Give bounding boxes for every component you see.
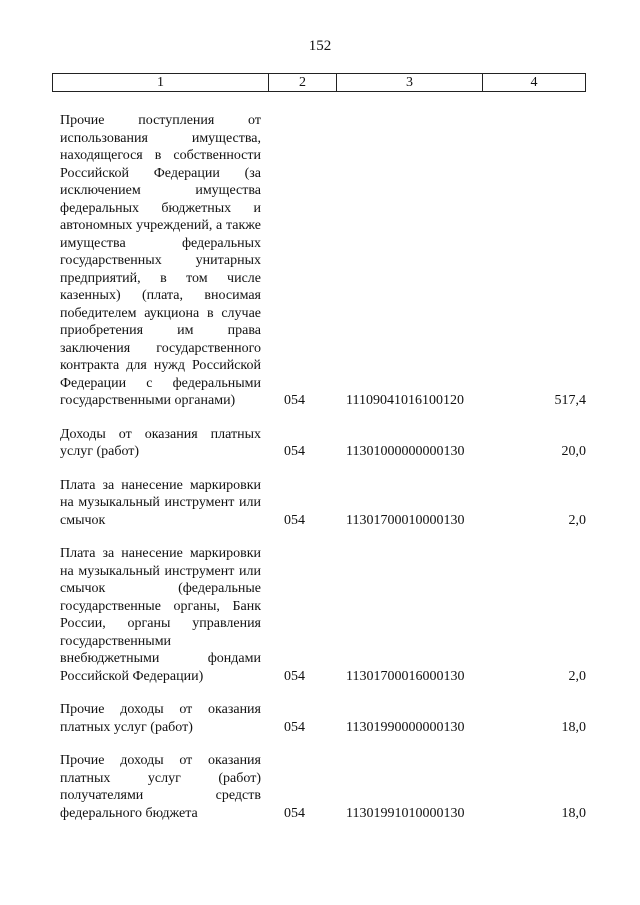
page-number: 152 [308, 38, 332, 54]
header-col-2: 2 [268, 74, 336, 91]
header-col-1: 1 [157, 75, 164, 90]
row-code: 054 [284, 668, 305, 684]
row-description: Прочие поступления от использования имущества, находящегося в собственности Российской Федерации (за исключением имущества федеральных бюджетных и автономных учреждений, а также имущества федеральных государственных унитарных предприятий, в том числе казенных) (плата, вносимая победителем аукциона в случае приобретения им права заключения государственного контракта для нужд Российской Федерации с федеральными государственными органами) [60, 113, 261, 408]
row-code: 054 [284, 719, 305, 735]
row-amount: 18,0 [561, 805, 586, 821]
header-col-3: 3 [336, 74, 482, 91]
row-code: 054 [284, 444, 305, 459]
table-row [60, 477, 586, 530]
table-row [60, 752, 586, 822]
row-classification-code: 11301700016000130 [346, 668, 465, 684]
table-row [60, 545, 586, 685]
row-code: 054 [284, 512, 305, 528]
table-row [60, 426, 586, 461]
row-classification-code: 11301991010000130 [346, 805, 465, 821]
table-header [52, 73, 586, 92]
row-classification-code: 11301990000000130 [346, 719, 465, 735]
table-body [60, 112, 586, 838]
table-row [60, 112, 586, 410]
row-classification-code: 11301000000000130 [346, 444, 465, 459]
header-col-4: 4 [482, 74, 585, 91]
row-classification-code: 11109041016100120 [346, 393, 464, 408]
row-amount: 517,4 [554, 393, 586, 408]
row-code: 054 [284, 805, 305, 821]
row-description: Прочие доходы от оказания платных услуг (работ) получателями средств федерального бюджета [60, 753, 261, 821]
row-description: Прочие доходы от оказания платных услуг (работ) [60, 702, 261, 735]
row-classification-code: 11301700010000130 [346, 512, 465, 528]
row-amount: 20,0 [561, 444, 586, 459]
row-description: Плата за нанесение маркировки на музыкальный инструмент или смычок (федеральные государственные органы, Банк России, органы управления государственными внебюджетными фондами Российской Федерации) [60, 546, 261, 684]
row-amount: 2,0 [568, 668, 586, 684]
row-description: Доходы от оказания платных услуг (работ) [60, 426, 261, 459]
table-row [60, 701, 586, 736]
row-amount: 18,0 [561, 719, 586, 735]
row-code: 054 [284, 393, 305, 408]
row-amount: 2,0 [568, 512, 586, 528]
row-description: Плата за нанесение маркировки на музыкальный инструмент или смычок [60, 477, 261, 528]
